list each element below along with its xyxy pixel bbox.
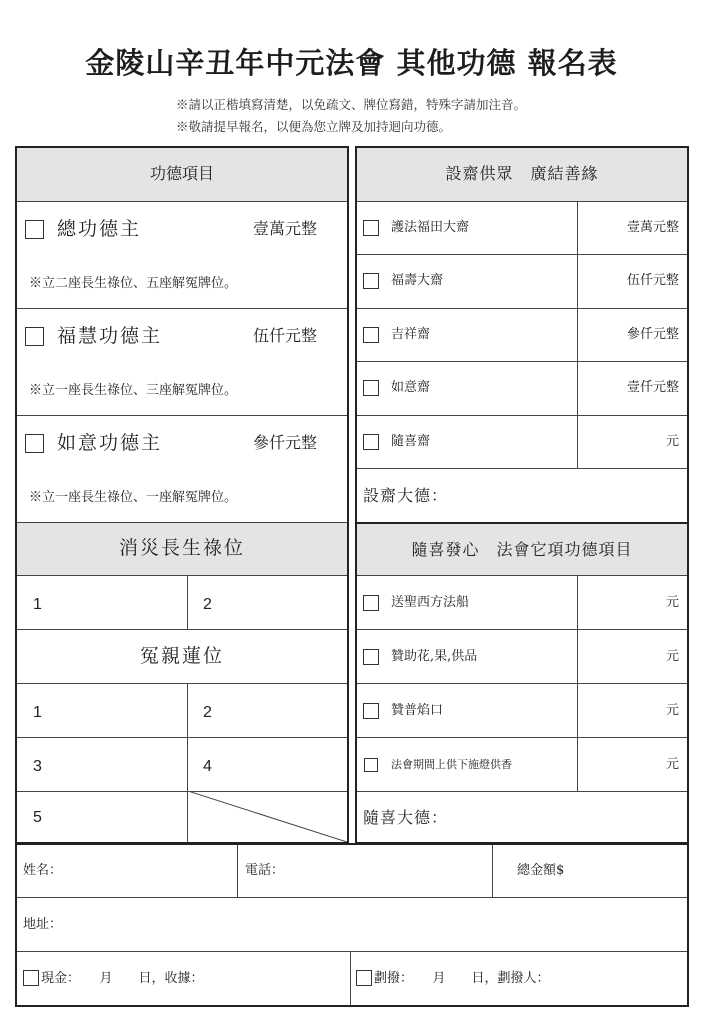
vegetarian-amount-5: 元 [665,434,679,449]
other-name-1: 送聖西方法船 [391,595,470,610]
cash-checkbox[interactable] [23,970,39,986]
offering-table [355,146,689,844]
vegetarian-header: 設齋供眾 廣結善緣 [445,164,599,183]
total-amount-field[interactable]: 總金額$ [517,863,565,878]
lotus-slot-3[interactable]: 3 [33,758,42,775]
merit-note-1: ※立二座長生祿位、五座解冤牌位。 [29,276,238,291]
form-title: 金陵山辛丑年中元法會 其他功德 報名表 [85,46,618,80]
vegetarian-amount-3: 參仟元整 [626,327,679,342]
instruction-line-2: ※敬請提早報名，以便為您立牌及加持迴向功德。 [176,119,452,134]
vegetarian-name-1: 護法福田大齋 [391,220,470,235]
name-field[interactable]: 姓名： [23,863,63,878]
transfer-label: 劃撥： 月 日，劃撥人： [374,971,550,986]
vegetarian-donor-label[interactable]: 設齋大德： [363,486,449,505]
instructions [176,94,526,138]
merit-amount-1: 壹萬元整 [253,219,318,238]
phone-field[interactable]: 電話： [245,863,285,878]
vegetarian-checkbox-4[interactable] [363,380,379,396]
vegetarian-name-3: 吉祥齋 [391,327,431,342]
merit-checkbox-2[interactable] [25,327,44,346]
vegetarian-name-4: 如意齋 [391,380,431,395]
other-name-3: 贊普焰口 [391,703,444,718]
other-amount-2: 元 [665,649,679,664]
vegetarian-amount-1: 壹萬元整 [626,220,679,235]
other-checkbox-4[interactable] [364,758,378,772]
lotus-slot-4[interactable]: 4 [203,758,212,775]
merit-amount-2: 伍仟元整 [253,326,318,345]
vegetarian-name-5: 隨喜齋 [391,434,431,449]
merit-checkbox-3[interactable] [25,434,44,453]
lotus-slot-1[interactable]: 1 [33,704,42,721]
contact-section [15,843,689,1007]
cash-label: 現金： 月 日，收據： [41,971,204,986]
other-checkbox-1[interactable] [363,595,379,611]
merit-name-1: 總功德主 [57,218,142,240]
vegetarian-name-2: 福壽大齋 [391,273,444,288]
cancelled-cell-slash [188,791,347,842]
other-amount-1: 元 [665,595,679,610]
vegetarian-checkbox-2[interactable] [363,273,379,289]
transfer-checkbox[interactable] [356,970,372,986]
merit-amount-3: 參仟元整 [253,433,318,452]
other-name-2: 贊助花,果,供品 [391,649,478,664]
merit-name-3: 如意功德主 [57,432,163,454]
lotus-slot-2[interactable]: 2 [203,704,212,721]
merit-checkbox-1[interactable] [25,220,44,239]
instruction-line-1: ※請以正楷填寫清楚，以免疏文、牌位寫錯，特殊字請加注音。 [176,97,527,112]
vegetarian-checkbox-5[interactable] [363,434,379,450]
other-amount-4: 元 [665,757,679,772]
vegetarian-amount-2: 伍仟元整 [626,273,679,288]
merit-name-2: 福慧功德主 [57,325,163,347]
other-checkbox-2[interactable] [363,649,379,665]
address-field[interactable]: 地址： [23,917,63,932]
lotus-slot-5[interactable]: 5 [33,809,42,826]
longevity-header: 消災長生祿位 [118,537,245,559]
other-donor-label[interactable]: 隨喜大德： [363,808,449,827]
vegetarian-checkbox-3[interactable] [363,327,379,343]
merit-note-3: ※立一座長生祿位、一座解冤牌位。 [29,490,238,505]
other-name-4: 法會期間上供下施燈供香 [391,758,512,771]
longevity-slot-1[interactable]: 1 [33,596,42,613]
merit-table [15,146,349,844]
longevity-slot-2[interactable]: 2 [203,596,212,613]
lotus-header: 冤親蓮位 [139,645,224,667]
vegetarian-amount-4: 壹仟元整 [626,380,679,395]
vegetarian-checkbox-1[interactable] [363,220,379,236]
merit-header: 功德項目 [149,164,214,183]
other-header: 隨喜發心 法會它項功德項目 [411,540,633,559]
other-amount-3: 元 [665,703,679,718]
other-checkbox-3[interactable] [363,703,379,719]
merit-note-2: ※立一座長生祿位、三座解冤牌位。 [29,383,238,398]
